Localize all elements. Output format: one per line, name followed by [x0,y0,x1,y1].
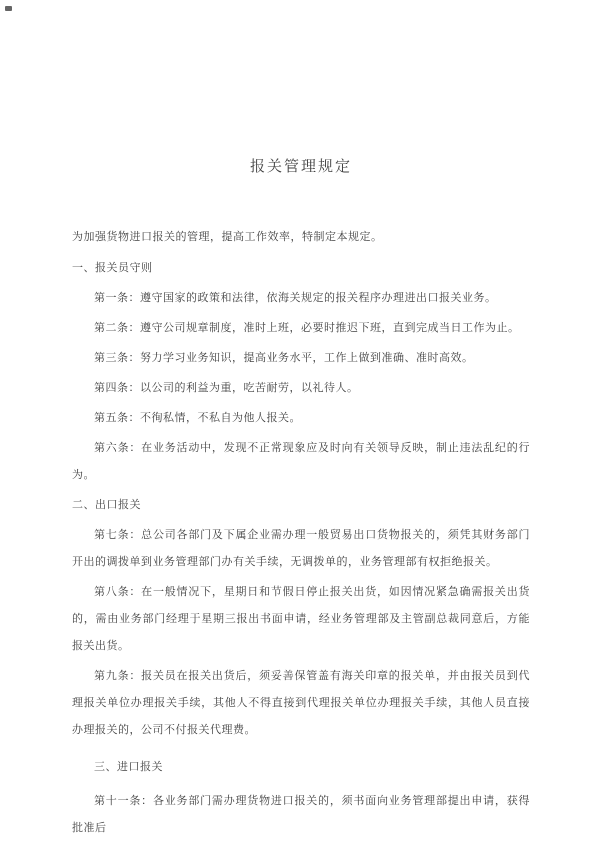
article-5: 第五条：不徇私情，不私自为他人报关。 [94,412,301,424]
section-heading-rules: 一、报关员守则 [72,262,153,274]
intro-paragraph: 为加强货物进口报关的管理，提高工作效率，特制定本规定。 [72,231,383,243]
article-6: 第六条：在业务活动中，发现不正常现象应及时向有关领导反映，制止违法乱纪的行为。 [72,442,530,481]
article-9: 第九条：报关员在报关出货后，须妥善保管盖有海关印章的报关单，并由报关员到代理报关单位办理报关手续，其他人不得直接到代理报关单位办理报关手续，其他人员直接办理报关的，公司不付报关代理费。 [72,670,530,736]
article-2: 第二条：遵守公司规章制度，准时上班，必要时推迟下班，直到完成当日工作为止。 [94,322,520,334]
document-title: 报关管理规定 [249,159,352,175]
article-1: 第一条：遵守国家的政策和法律，依海关规定的报关程序办理进出口报关业务。 [94,292,497,304]
section-heading-export: 二、出口报关 [72,499,141,511]
article-7: 第七条：总公司各部门及下属企业需办理一般贸易出口货物报关的，须凭其财务部门开出的调拨单到业务管理部门办有关手续，无调拨单的，业务管理部有权拒绝报关。 [72,529,530,568]
scan-artifact [5,6,12,11]
section-heading-import: 三、进口报关 [94,761,163,773]
article-3: 第三条：努力学习业务知识，提高业务水平，工作上做到准确、准时高效。 [94,352,474,364]
article-4: 第四条：以公司的利益为重，吃苦耐劳，以礼待人。 [94,382,359,394]
article-11: 第十一条：各业务部门需办理货物进口报关的，须书面向业务管理部提出申请，获得批准后 [72,795,530,834]
article-8: 第八条：在一般情况下，星期日和节假日停止报关出货，如因情况紧急确需报关出货的，需由业务部门经理于星期三报出书面申请，经业务管理部及主管副总裁同意后，方能报关出货。 [72,586,530,652]
